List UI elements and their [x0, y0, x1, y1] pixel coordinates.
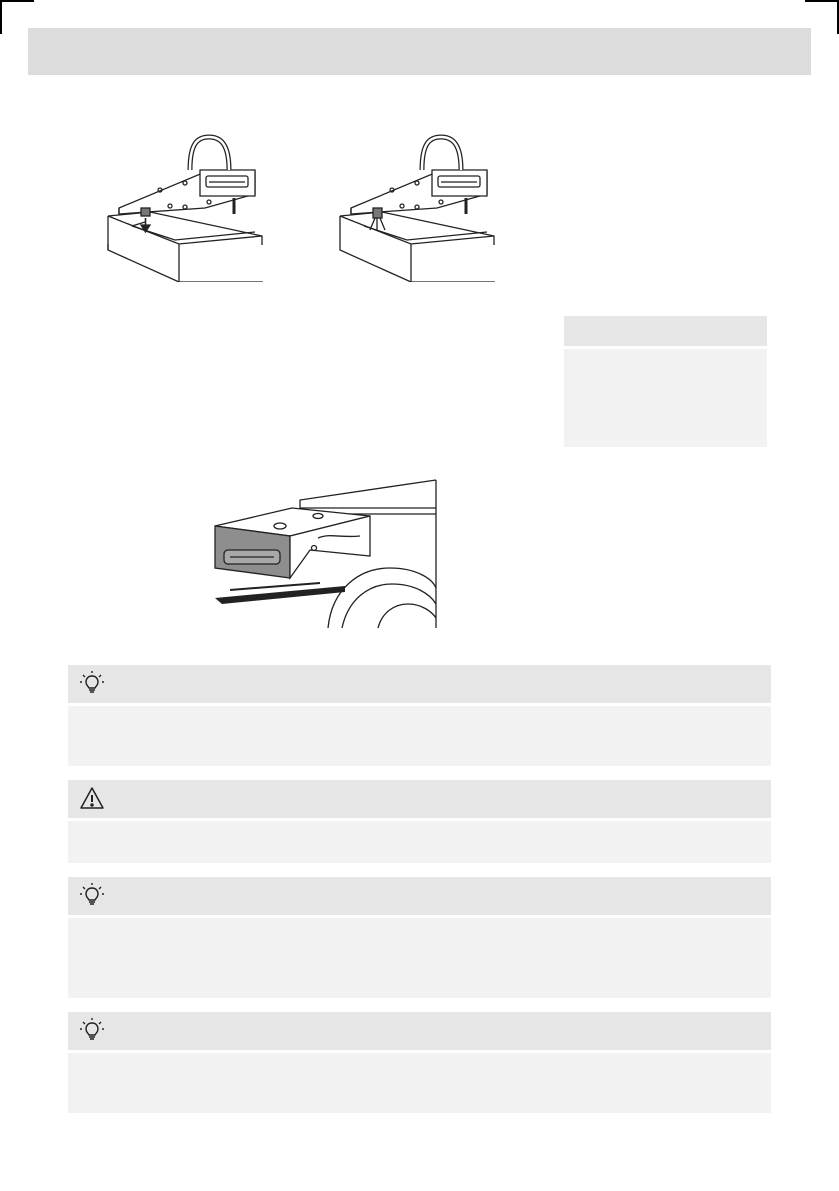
warning-note-body — [68, 821, 771, 863]
figure-bracket-insert — [210, 478, 440, 630]
tip-note-3-body — [68, 1053, 771, 1113]
figure-bracket-pin-before — [105, 132, 270, 282]
tip-note-1-body — [68, 706, 771, 766]
corner-mark-top-left-h — [0, 0, 34, 2]
figure-bracket-pin-after — [337, 132, 502, 282]
corner-mark-top-right-h — [805, 0, 839, 2]
tip-note-1-header — [68, 665, 771, 703]
lightbulb-icon — [79, 882, 105, 908]
tip-note-2-header — [68, 877, 771, 915]
warning-triangle-icon — [79, 785, 105, 811]
warning-note-header — [68, 780, 771, 818]
header-bar — [28, 28, 811, 75]
lightbulb-icon — [79, 670, 105, 696]
lightbulb-icon — [79, 1017, 105, 1043]
side-note-body — [564, 349, 767, 447]
corner-mark-top-left-v — [0, 0, 2, 34]
tip-note-2-body — [68, 918, 771, 998]
side-note-header — [564, 316, 767, 346]
tip-note-3-header — [68, 1012, 771, 1050]
